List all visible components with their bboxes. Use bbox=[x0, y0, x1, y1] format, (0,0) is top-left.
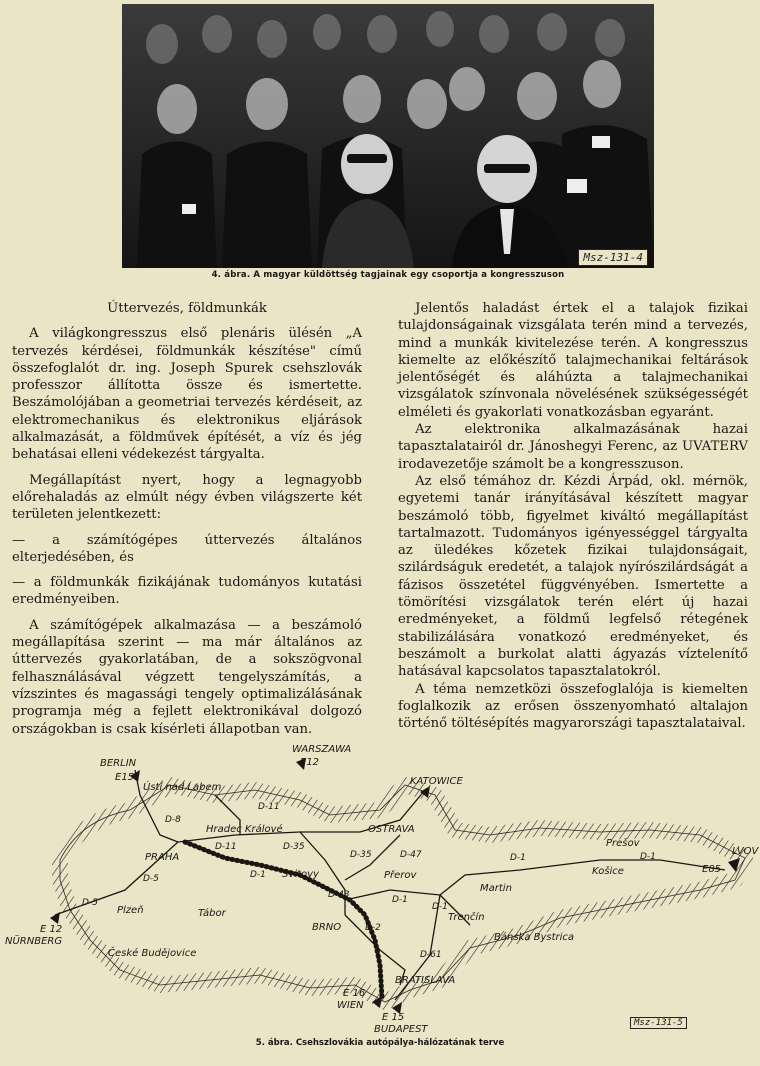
map-label-ostrava: OSTRAVA bbox=[368, 824, 415, 835]
map-label-d8: D-8 bbox=[165, 815, 181, 825]
map-label-presov: Prešov bbox=[606, 838, 640, 849]
section-heading: Úttervezés, földmunkák bbox=[107, 301, 267, 316]
map-label-trencin: Trenčín bbox=[448, 912, 485, 923]
map-label-budejovice: České Budějovice bbox=[108, 948, 197, 959]
paragraph: Az elektronika alkalmazásának hazai tapasztalatairól dr. Jánoshegyi Ferenc, az UVATERV irodavezetője számolt be a kongresszuson. bbox=[398, 422, 748, 472]
map-label-martin: Martin bbox=[480, 883, 512, 894]
map-label-prerov: Přerov bbox=[384, 870, 417, 881]
map-label-plzen: Plzeň bbox=[117, 905, 144, 916]
map-label-d11a: D-11 bbox=[258, 802, 280, 812]
map-label-d5b: D-5 bbox=[143, 874, 159, 884]
map-label-e12-top: E12 bbox=[300, 757, 320, 768]
map-reference-tag: Msz-131-5 bbox=[630, 1017, 687, 1029]
figure-4-caption: 4. ábra. A magyar küldöttség tagjainak egy csoportja a kongresszuson bbox=[211, 270, 565, 280]
paragraph: Megállapítást nyert, hogy a legnagyobb előrehaladás az elmúlt négy évben világszerte két területen jelentkezett: bbox=[12, 472, 362, 523]
map-label-banska: Bánska Bystrica bbox=[494, 932, 575, 943]
map-label-d5a: D-5 bbox=[82, 898, 98, 908]
list-item: — a számítógépes úttervezés általános elterjedésében, és bbox=[12, 532, 362, 565]
delegation-photo bbox=[122, 4, 654, 268]
photo-image bbox=[122, 4, 654, 268]
map-label-d1d: D-1 bbox=[640, 852, 656, 862]
map-label-d1c: D-1 bbox=[510, 853, 526, 863]
map-label-hradec: Hradec Králové bbox=[206, 824, 283, 835]
map-label-d1e: D-1 bbox=[432, 902, 448, 912]
paragraph: A világkongresszus első plenáris ülésén „A tervezés kérdései, földmunkák készítése" című összefoglalót dr. ing. Joseph Spurek csehszlovák professzor állította össze és ismertette. Beszámolójában a geometriai tervezés kérdéseit, az elektromechanikus és elektronikus eljárások alkalmazását, a földművek építését, a víz és jég behatásai elleni védekezést tárgyalta. bbox=[12, 326, 362, 463]
map-label-e15-bottom: E 15 bbox=[382, 1012, 405, 1023]
map-label-d1b: D-1 bbox=[392, 895, 408, 905]
map-label-budapest: BUDAPEST bbox=[374, 1024, 428, 1035]
map-label-bratislava: BRATISLAVA bbox=[395, 975, 456, 986]
map-label-d1a: D-1 bbox=[250, 870, 266, 880]
map-label-e16: E 16 bbox=[343, 988, 366, 999]
paragraph: Az első témához dr. Kézdi Árpád, okl. mérnök, egyetemi tanár irányításával készített magyar beszámoló több, figyelmet kiváltó megállapítást tartalmazott. Tudományos igényességgel tárgyalta az üledékes kőzetek fizikai tulajdonságait, szilárdságuk eredetét, a talajok nyírószilárdságát a fázisos összetétel függvényében. Ismertette a tömörítési vizsgálatok terén elért új hazai eredményeket, a földmű legfelső rétegének stabilizálására vonatkozó eredményeket, és beszámolt a burkolat alatti ágyazás víztelenítő hatásával kapcsolatos tapasztalatokról. bbox=[398, 473, 748, 680]
left-text-column bbox=[12, 300, 362, 738]
paragraph: Jelentős haladást értek el a talajok fizikai tulajdonságainak vizsgálata terén mind a tervezés, mind a munkák kivitelezése terén. A kongresszus kiemelte az előkészítő talajmechanikai feltárások jelentőségét és aláhúzta a talajmechanikai vizsgálatok színvonala növelésének szükségességét elméleti és gyakorlati vonatkozásban egyaránt. bbox=[398, 301, 748, 420]
map-label-e85: E85 bbox=[702, 864, 722, 875]
map-label-d47: D-47 bbox=[400, 850, 422, 860]
map-label-nurnberg: NÜRNBERG bbox=[5, 936, 63, 947]
map-label-lvov: LVOV bbox=[732, 846, 759, 857]
map-label-d2: D-2 bbox=[365, 923, 381, 933]
map-drawing bbox=[0, 740, 760, 1040]
figure-5-caption: 5. ábra. Csehszlovákia autópálya-hálózatának terve bbox=[255, 1038, 505, 1048]
map-label-brno: BRNO bbox=[312, 922, 342, 933]
list-item: — a földmunkák fizikájának tudományos kutatási eredményeiben. bbox=[12, 575, 362, 608]
map-label-warszawa: WARSZAWA bbox=[292, 744, 352, 755]
map-label-usti: Ústí nad Labem bbox=[143, 782, 222, 793]
map-label-d11b: D-11 bbox=[215, 842, 237, 852]
map-label-katowice: KATOWICE bbox=[410, 776, 463, 787]
map-label-wien: WIEN bbox=[337, 1000, 364, 1011]
map-label-kosice: Košice bbox=[592, 866, 624, 877]
map-label-tabor: Tábor bbox=[198, 908, 226, 919]
photo-reference-tag: Msz-131-4 bbox=[578, 249, 648, 266]
motorway-network-map bbox=[0, 740, 760, 1050]
map-label-e15-top: E15 bbox=[115, 772, 135, 783]
paragraph: A számítógépek alkalmazása — a beszámoló megállapítása szerint — ma már általános az úttervezés gyakorlatában, de a sokszögvonal felhasználásával végzett tengelyszámítás, a vízszintes és magassági tengely optimalizálásának programja még a fejlett elektronikával dolgozó országokban is csak kísérleti állapotban van. bbox=[12, 617, 362, 737]
map-label-praha: PRAHA bbox=[145, 852, 180, 863]
map-label-d43: D-43 bbox=[328, 890, 350, 900]
map-label-e12-left: E 12 bbox=[40, 924, 63, 935]
map-label-d61: D-61 bbox=[420, 950, 442, 960]
map-label-d35b: D-35 bbox=[350, 850, 372, 860]
right-text-column bbox=[398, 300, 748, 732]
map-label-svitovy: Svitovy bbox=[282, 869, 319, 880]
paragraph: A téma nemzetközi összefoglalója is kiemelten foglalkozik az erősen összenyomható altalajon történő töltésépítés magyarországi tapasztalataival. bbox=[398, 681, 748, 732]
map-label-berlin: BERLIN bbox=[100, 758, 137, 769]
map-label-d35a: D-35 bbox=[283, 842, 305, 852]
